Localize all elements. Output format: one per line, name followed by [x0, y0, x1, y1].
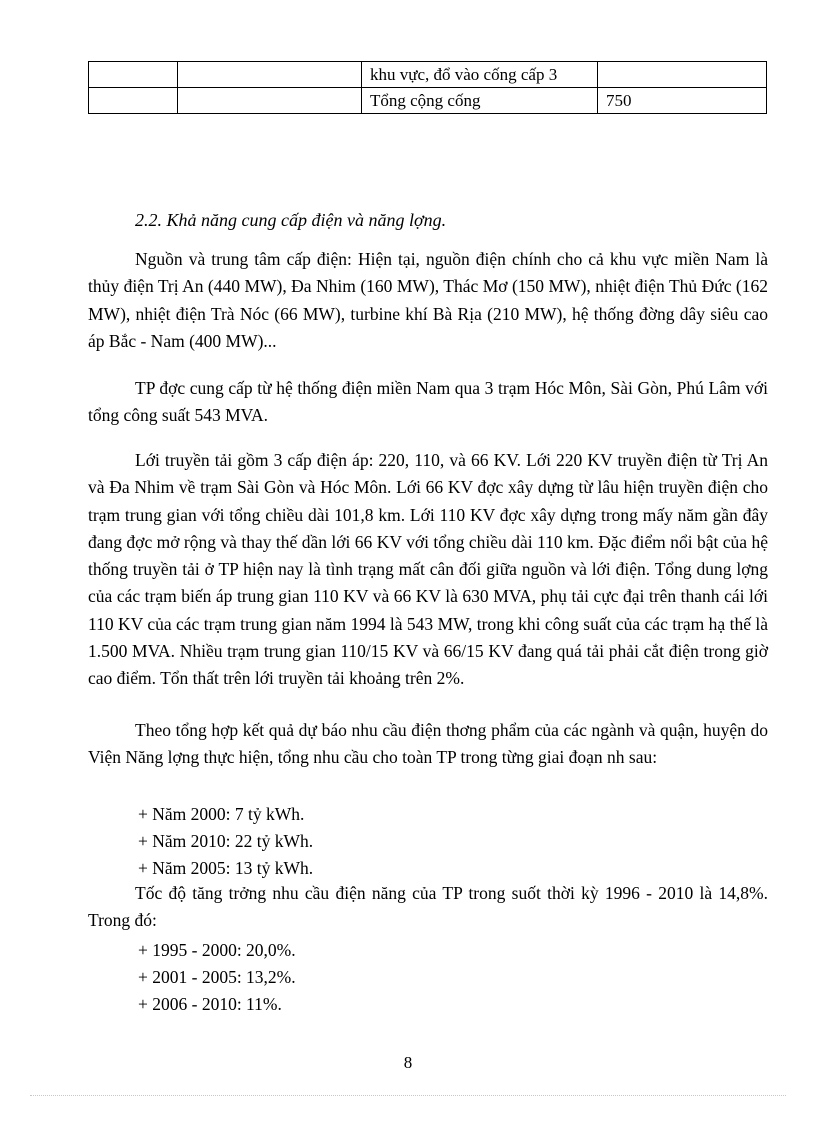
table-cell: Tổng cộng cống [362, 88, 598, 114]
table-cell: khu vực, đổ vào cống cấp 3 [362, 62, 598, 88]
page-bottom-divider [30, 1095, 786, 1096]
capacity-table [88, 61, 767, 114]
growth-item: + 1995 - 2000: 20,0%. [138, 940, 296, 960]
table-cell [598, 62, 767, 88]
table-cell [178, 62, 362, 88]
table-cell [89, 62, 178, 88]
paragraph-grid: Lới truyền tải gồm 3 cấp điện áp: 220, 110, và 66 KV. Lới 220 KV truyền điện từ Trị An và Đa Nhim về trạm Sài Gòn và Hóc Môn. Lới 66 KV đợc xây dựng từ lâu hiện truyền điện cho trạm trung gian với tổng chiều dài 101,8 km. Lới 110 KV đợc xây dựng trong mấy năm gần đây đang đợc mở rộng và thay thế dần lới 66 KV với tổng chiều dài 110 km. Đặc điểm nổi bật của hệ thống truyền tải ở TP hiện nay là tình trạng mất cân đối giữa nguồn và lới điện. Tổng dung lợng của các trạm biến áp trung gian 110 KV và 66 KV là 630 MVA, phụ tải cực đại trên thanh cái lới 110 KV của các trạm trung gian năm 1994 là 543 MW, trong khi công suất của các trạm hạ thế là 1.500 MVA. Nhiều trạm trung gian 110/15 KV và 66/15 KV đang quá tải phải cắt điện trong giờ cao điểm. Tổn thất trên lới truyền tải khoảng trên 2%. [88, 450, 768, 689]
demand-item: + Năm 2005: 13 tỷ kWh. [138, 858, 314, 878]
paragraph-forecast: Theo tổng hợp kết quả dự báo nhu cầu điện thơng phẩm của các ngành và quận, huyện do Viện Năng lợng thực hiện, tổng nhu cầu cho toàn TP trong từng giai đoạn nh sau: [88, 720, 768, 768]
table-cell [89, 88, 178, 114]
section-heading: 2.2. Khả năng cung cấp điện và năng lợng. [135, 210, 447, 230]
demand-item: + Năm 2000: 7 tỷ kWh. [138, 804, 305, 824]
paragraph-supply: TP đợc cung cấp từ hệ thống điện miền Nam qua 3 trạm Hóc Môn, Sài Gòn, Phú Lâm với tổng công suất 543 MVA. [88, 378, 768, 426]
table-row [89, 88, 767, 114]
page-number: 8 [403, 1053, 413, 1072]
table-cell: 750 [598, 88, 767, 114]
table-row [89, 62, 767, 88]
growth-item: + 2006 - 2010: 11%. [138, 994, 282, 1014]
demand-item: + Năm 2010: 22 tỷ kWh. [138, 831, 314, 851]
table-cell [178, 88, 362, 114]
growth-item: + 2001 - 2005: 13,2%. [138, 967, 296, 987]
paragraph-growth: Tốc độ tăng trởng nhu cầu điện năng của TP trong suốt thời kỳ 1996 - 2010 là 14,8%. Trong đó: [88, 883, 768, 931]
paragraph-power-sources: Nguồn và trung tâm cấp điện: Hiện tại, nguồn điện chính cho cả khu vực miền Nam là thủy điện Trị An (440 MW), Đa Nhim (160 MW), Thác Mơ (150 MW), nhiệt điện Thủ Đức (162 MW), nhiệt điện Trà Nóc (66 MW), turbine khí Bà Rịa (210 MW), hệ thống đờng dây siêu cao áp Bắc - Nam (400 MW)... [88, 249, 768, 351]
